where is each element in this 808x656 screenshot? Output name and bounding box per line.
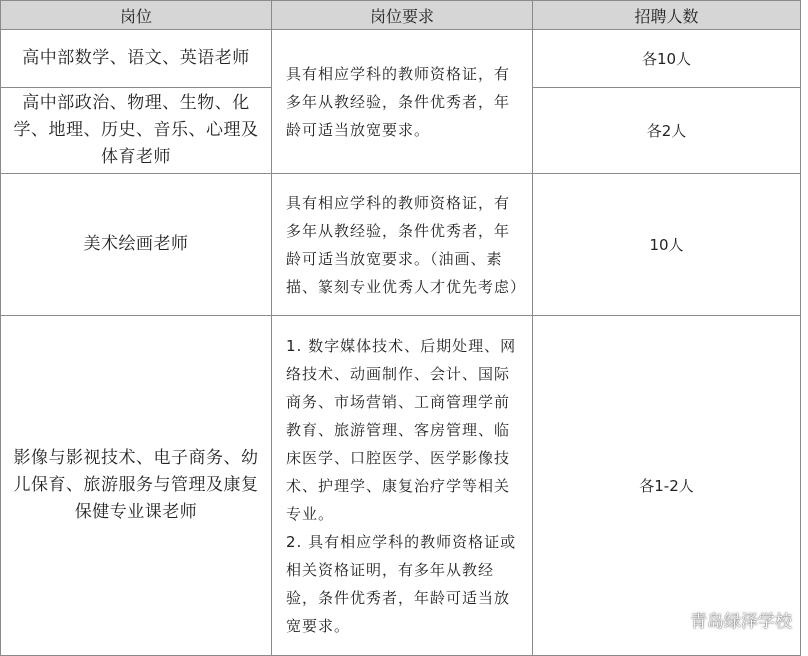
count-cell: 各10人 [533,30,801,88]
count-cell: 各1-2人 [533,316,801,656]
table-row [1,30,801,88]
count-cell: 各2人 [533,88,801,174]
requirement-cell: 具有相应学科的教师资格证，有多年从教经验，条件优秀者，年龄可适当放宽要求。 [272,30,533,174]
position-cell: 高中部数学、语文、英语老师 [1,30,272,88]
watermark-text: 青岛绿泽学校 [690,612,792,632]
position-cell: 影像与影视技术、电子商务、幼儿保育、旅游服务与管理及康复保健专业课老师 [1,316,272,656]
count-cell: 10人 [533,174,801,316]
position-cell: 高中部政治、物理、生物、化学、地理、历史、音乐、心理及体育老师 [1,88,272,174]
header-position: 岗位 [1,1,272,30]
table-row [1,174,801,316]
requirement-item-1: 1. 数字媒体技术、后期处理、网络技术、动画制作、会计、国际商务、市场营销、工商管理学前教育、旅游管理、客房管理、临床医学、口腔医学、医学影像技术、护理学、康复治疗学等相关专业。 [286,336,517,523]
header-requirement: 岗位要求 [272,1,533,30]
wechat-icon [658,609,684,631]
requirement-cell: 具有相应学科的教师资格证，有多年从教经验，条件优秀者，年龄可适当放宽要求。（油画、素描、篆刻专业优秀人才优先考虑） [272,174,533,316]
requirement-item-2: 2. 具有相应学科的教师资格证或相关资格证明，有多年从教经验，条件优秀者，年龄可适当放宽要求。 [286,532,517,635]
header-row [1,1,801,30]
table-row [1,316,801,656]
position-cell: 美术绘画老师 [1,174,272,316]
watermark [658,607,792,632]
header-count: 招聘人数 [533,1,801,30]
requirement-cell [272,316,533,656]
